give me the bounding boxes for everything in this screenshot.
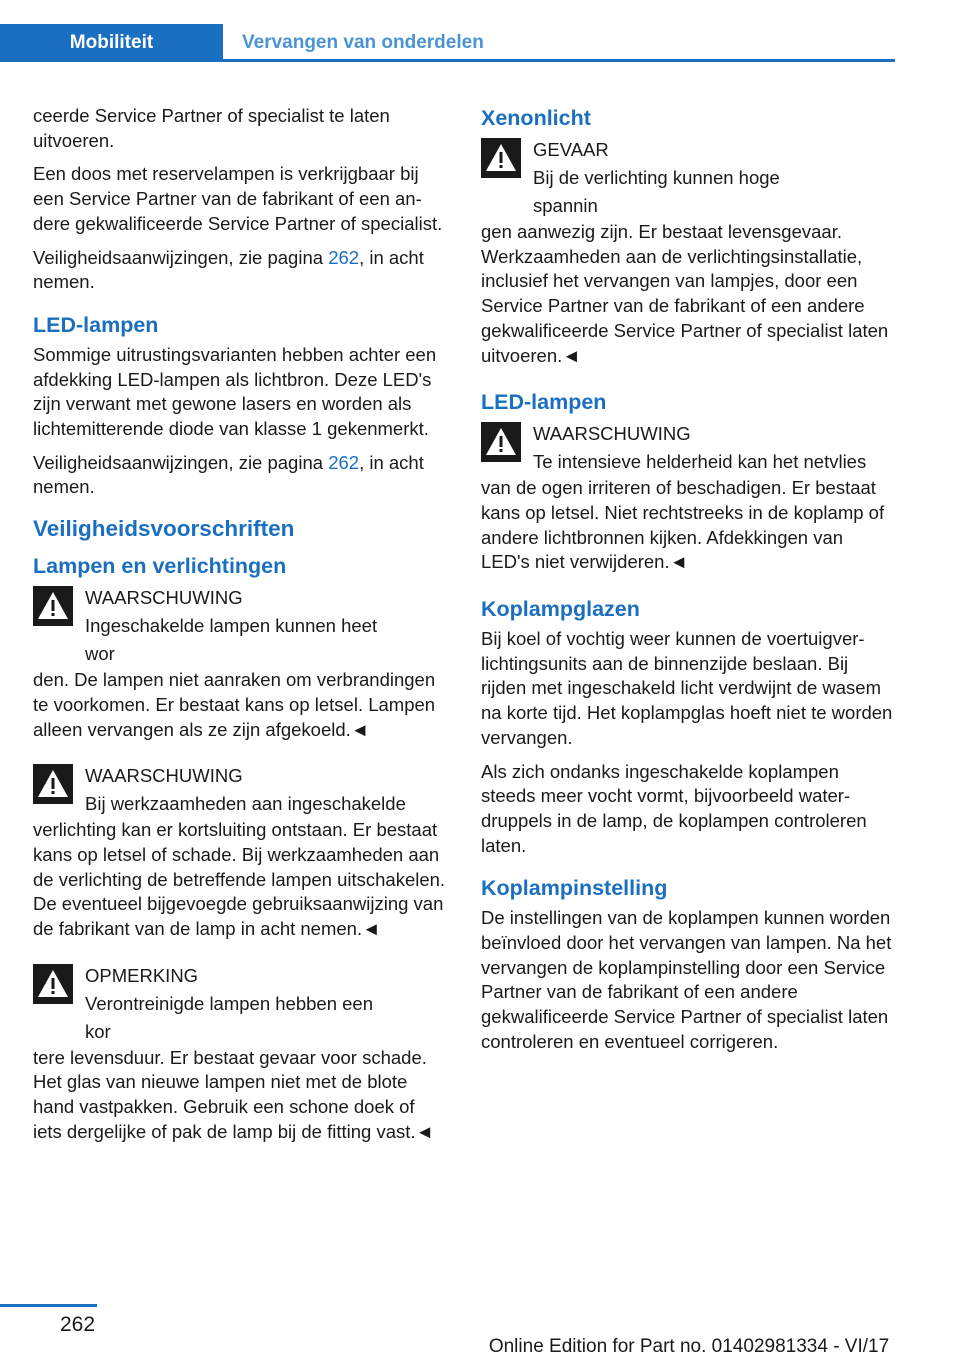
warning-text: Bij werkzaamheden aan ingeschakelde — [85, 793, 406, 815]
section-heading: Koplampglazen — [481, 597, 640, 622]
text: , in acht nemen. — [33, 451, 424, 498]
warning-title: WAARSCHUWING — [533, 423, 691, 445]
page-link[interactable]: 262 — [328, 451, 360, 473]
warning-title: GEVAAR — [533, 139, 609, 160]
warning-title: WAARSCHUWING — [85, 765, 243, 787]
warning-title: WAARSCHUWING — [85, 587, 243, 609]
section-heading: Lampen en verlichtingen — [33, 554, 287, 579]
chapter-heading: Veiligheidsvoorschriften — [33, 516, 295, 542]
warning-text: tere levensduur. Er bestaat gevaar voor schade. Het glas van nieuwe lampen niet met de blote hand vastpakken. Gebruik een schone doek of iets dergelijke of pak de lamp bij de fitting vast.◄ — [33, 1046, 434, 1142]
paragraph — [33, 451, 447, 500]
warning-triangle-icon — [33, 964, 73, 1004]
warning-triangle-icon — [481, 422, 521, 462]
warning-text: Verontreinigde lampen hebben een kor — [85, 992, 374, 1042]
text: , in acht nemen. — [33, 246, 424, 293]
paragraph: De instellingen van de koplampen kunnen worden beïnvloed door het vervangen van lampen. Na het vervangen de koplampinstelling door een Service Partner van de fabrikant of een andere gekwalificeerde Service Partner of specialist laten controleren en eventueel corrigeren. — [481, 907, 892, 1052]
warning-text: van de ogen irriteren of beschadigen. Er bestaat kans op letsel. Niet rechtstreeks in de koplamp of andere lichtbronnen kijken. Afdekkingen van LED's niet verwijderen.◄ — [481, 477, 885, 573]
chapter-tab[interactable]: Mobiliteit — [0, 24, 223, 62]
warning-triangle-icon — [481, 138, 521, 178]
warning-block — [33, 584, 447, 742]
page-link[interactable]: 262 — [328, 246, 360, 268]
footer-rule — [0, 1304, 97, 1307]
page-header — [0, 24, 895, 62]
warning-triangle-icon — [33, 586, 73, 626]
section-title[interactable]: Vervangen van onderdelen — [242, 32, 484, 53]
section-heading: Xenonlicht — [481, 106, 591, 130]
header-rule — [0, 59, 895, 62]
warning-text: den. De lampen niet aanraken om verbrandingen te voorkomen. Er bestaat kans op letsel. Lampen alleen vervangen als ze zijn afgekoeld.◄ — [33, 669, 436, 740]
warning-block — [481, 420, 895, 575]
warning-block — [33, 762, 447, 942]
paragraph: Bij koel of vochtig weer kunnen de voertuigverlichtingsunits aan de binnenzijde beslaan. Bij rijden met ingeschakeld licht verdwijnt de wasem na korte tijd. Het koplampglas hoeft niet te worden vervangen. — [481, 628, 893, 748]
section-heading: Koplampinstelling — [481, 876, 668, 901]
warning-text: Ingeschakelde lampen kunnen heet wor — [85, 615, 378, 665]
warning-triangle-icon — [33, 764, 73, 804]
paragraph — [33, 246, 447, 295]
section-heading: LED-lampen — [33, 312, 159, 337]
paragraph: ceerde Service Partner of specialist te laten uitvoeren. — [33, 105, 390, 151]
warning-text: gen aanwezig zijn. Er bestaat levensgevaar. Werkzaamheden aan de verlichtingsinstallatie, inclusief het vervangen van lampjes, door een Service Partner van de fabrikant of een andere gekwalificeerde Service Partner of specialist laten uitvoeren.◄ — [481, 221, 889, 366]
section-heading: LED-lampen — [481, 390, 607, 415]
warning-title: OPMERKING — [85, 964, 199, 986]
paragraph: Een doos met reservelampen is verkrijgbaar bij een Service Partner van de fabrikant of een andere gekwalificeerde Service Partner of specialist. — [33, 163, 443, 234]
left-column — [33, 104, 447, 1165]
text: Veiligheidsaanwijzingen, zie pagina — [33, 451, 329, 473]
warning-block — [33, 962, 447, 1145]
warning-text: Bij de verlichting kunnen hoge spannin — [533, 167, 780, 216]
edition-note: Online Edition for Part no. 01402981334 - VI/17 — [488, 1336, 890, 1357]
page-number: 262 — [60, 1313, 96, 1336]
right-column — [481, 104, 895, 1064]
paragraph: Als zich ondanks ingeschakelde koplampen steeds meer vocht vormt, bijvoorbeeld waterdruppels in de lamp, de koplampen controleren laten. — [481, 760, 867, 856]
paragraph: Sommige uitrustingsvarianten hebben achter een afdekking LED-lampen als lichtbron. Deze LED's zijn verwant met gewone lasers en worden als lichtemitterende diode van klasse 1 gekenmerkt. — [33, 343, 437, 440]
text: Veiligheidsaanwijzingen, zie pagina — [33, 246, 329, 268]
warning-text: verlichting kan er kortsluiting ontstaan. Er bestaat kans op letsel of schade. Bij werkzaamheden aan de verlichting de betreffende lampen uitschakelen. De eventueel bijgevoegde gebruiksaanwijzing van de fabrikant van de lamp in acht nemen.◄ — [33, 819, 446, 940]
warning-block — [481, 136, 895, 368]
warning-text: Te intensieve helderheid kan het netvlies — [533, 451, 867, 473]
